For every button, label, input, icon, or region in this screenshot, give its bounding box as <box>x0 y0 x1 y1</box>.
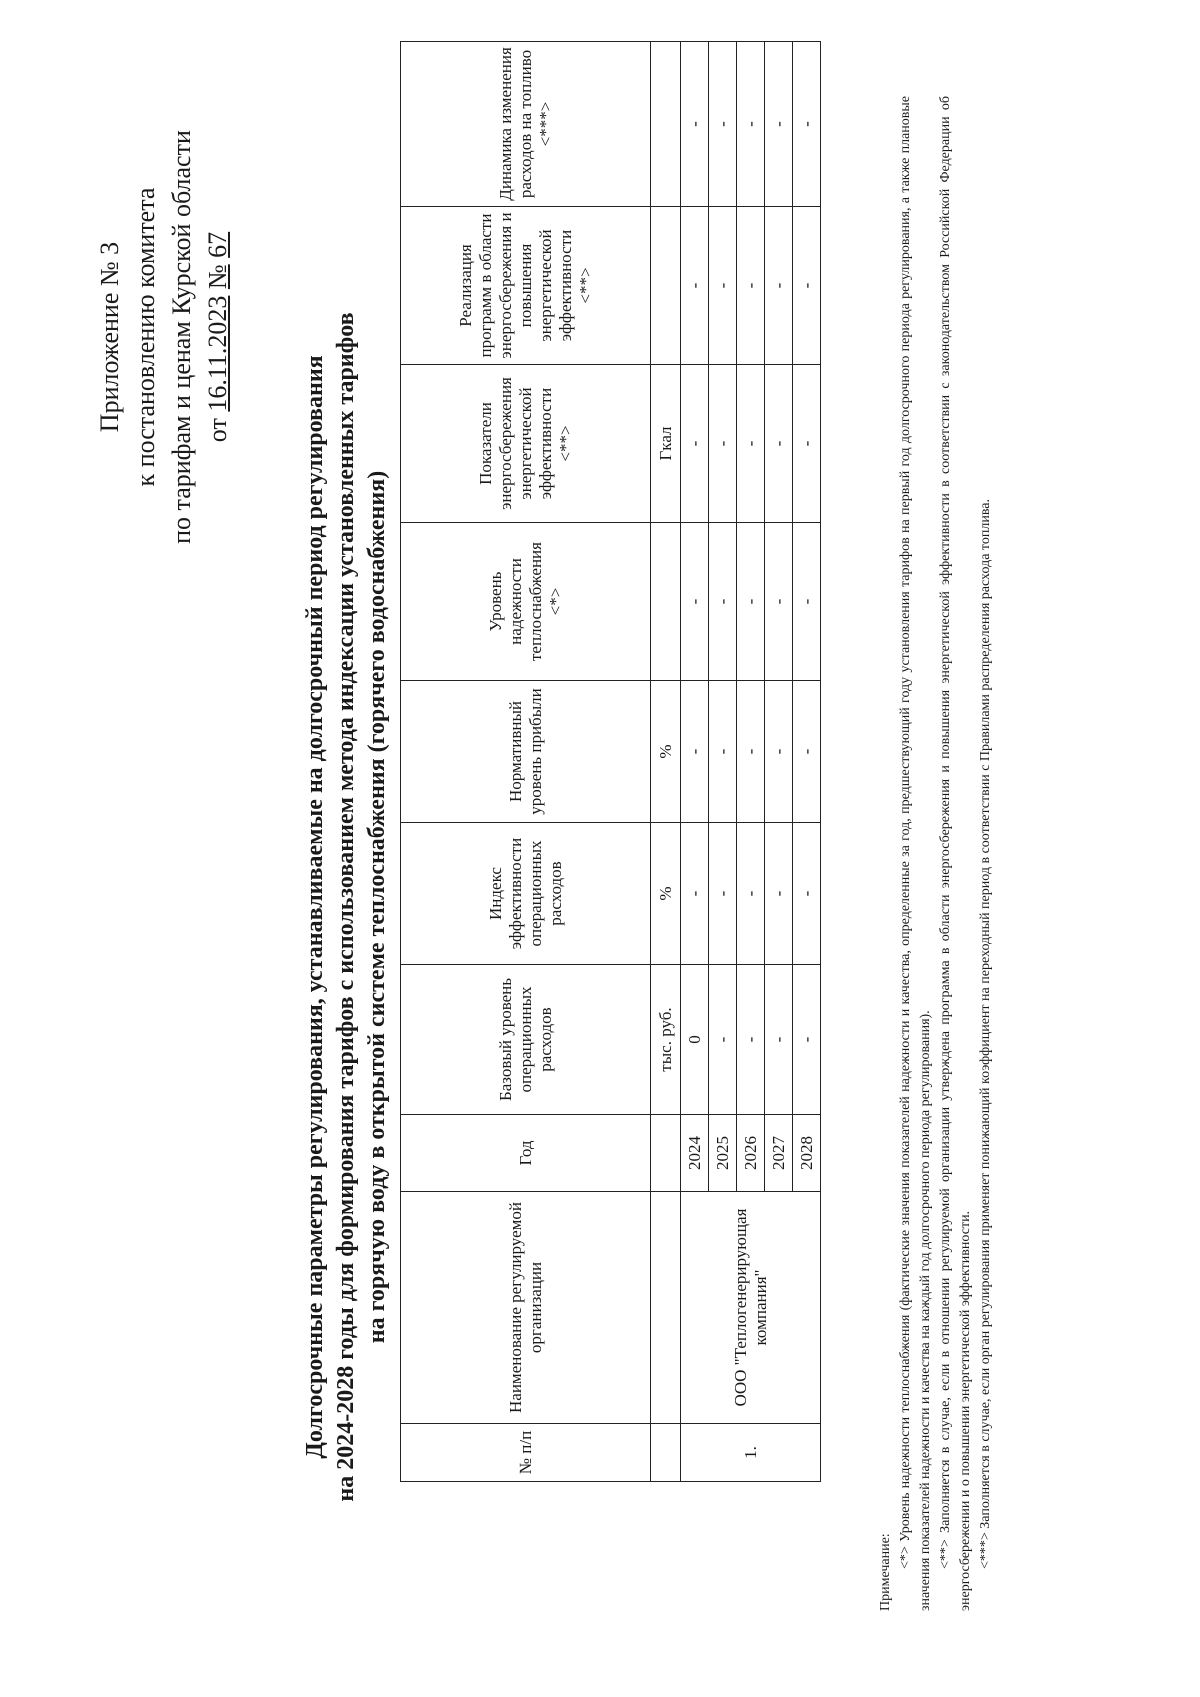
base-level-cell: - <box>737 965 765 1115</box>
reliability-cell: - <box>681 523 709 681</box>
energy-indicators-cell: - <box>793 365 821 523</box>
programs-cell: - <box>737 207 765 365</box>
year-cell: 2027 <box>765 1115 793 1192</box>
table-header-row <box>401 42 651 1482</box>
efficiency-index-cell: - <box>765 823 793 965</box>
efficiency-index-cell: - <box>793 823 821 965</box>
notes-heading: Примечание: <box>878 1533 893 1611</box>
notes-section <box>876 96 996 1611</box>
title-line-3: на горячую воду в открытой системе теплоснабжения (горячего водоснабжения) <box>364 470 390 1344</box>
fuel-dynamics-cell: - <box>793 42 821 207</box>
profit-level-cell: - <box>709 681 737 823</box>
unit-efficiency-index: % <box>651 823 681 965</box>
document-title <box>300 197 393 1617</box>
resolution-date: 16.11.2023 <box>203 295 232 412</box>
appendix-line-region: по тарифам и ценам Курской области <box>167 130 196 544</box>
row-number: 1. <box>681 1424 821 1482</box>
year-cell: 2028 <box>793 1115 821 1192</box>
fuel-dynamics-cell: - <box>737 42 765 207</box>
note-energy-program: <**> Заполняется в случае, если в отношении регулируемой организации утверждена программа в области энергосбережения и повышения энергетической эффективности в соответствии с законодательством Российской Федерации об энергосбережении и о повышении энергетической эффективности. <box>938 96 973 1611</box>
fuel-dynamics-cell: - <box>765 42 793 207</box>
year-cell: 2026 <box>737 1115 765 1192</box>
programs-cell: - <box>765 207 793 365</box>
header-programs: Реализация программ в области энергосбережения и повышения энергетической эффективности <**> <box>401 207 651 365</box>
header-year: Год <box>401 1115 651 1192</box>
efficiency-index-cell: - <box>737 823 765 965</box>
header-num: № п/п <box>401 1424 651 1482</box>
table-units-row <box>651 42 681 1482</box>
header-energy-indicators: Показатели энергосбережения энергетической эффективности <**> <box>401 365 651 523</box>
header-org: Наименование регулируемой организации <box>401 1192 651 1424</box>
appendix-header <box>92 57 236 617</box>
programs-cell: - <box>681 207 709 365</box>
table-row <box>681 42 709 1482</box>
year-cell: 2025 <box>709 1115 737 1192</box>
note-fuel-coefficient: <***> Заполняется в случае, если орган регулирования применяет понижающий коэффициент на переходный период в соответствии с Правилами распределения расхода топлива. <box>978 499 993 1569</box>
base-level-cell: 0 <box>681 965 709 1115</box>
unit-base-level: тыс. руб. <box>651 965 681 1115</box>
programs-cell: - <box>709 207 737 365</box>
header-profit-level: Нормативный уровень прибыли <box>401 681 651 823</box>
energy-indicators-cell: - <box>681 365 709 523</box>
appendix-number: Приложение № 3 <box>95 241 124 433</box>
profit-level-cell: - <box>681 681 709 823</box>
header-efficiency-index: Индекс эффективности операционных расходов <box>401 823 651 965</box>
reliability-cell: - <box>709 523 737 681</box>
energy-indicators-cell: - <box>709 365 737 523</box>
efficiency-index-cell: - <box>681 823 709 965</box>
date-prefix: от <box>203 418 232 443</box>
unit-profit-level: % <box>651 681 681 823</box>
energy-indicators-cell: - <box>737 365 765 523</box>
profit-level-cell: - <box>793 681 821 823</box>
header-base-level: Базовый уровень операционных расходов <box>401 965 651 1115</box>
base-level-cell: - <box>793 965 821 1115</box>
header-fuel-dynamics: Динамика изменения расходов на топливо <***> <box>401 42 651 207</box>
note-reliability: <*> Уровень надежности теплоснабжения (фактические значения показателей надежности и качества, определенные за год, предшествующий году установления тарифов на первый год долгосрочного периода регулирования, а также плановые значения показателей надежности и качества на каждый год долгосрочного периода регулирования). <box>898 96 933 1611</box>
unit-energy-indicators: Гкал <box>651 365 681 523</box>
fuel-dynamics-cell: - <box>709 42 737 207</box>
organization-name: ООО "Теплогенерирующая компания" <box>681 1192 821 1424</box>
title-line-1: Долгосрочные параметры регулирования, устанавливаемые на долгосрочный период регулирования <box>302 355 328 1459</box>
programs-cell: - <box>793 207 821 365</box>
appendix-date-line <box>200 57 236 617</box>
reliability-cell: - <box>793 523 821 681</box>
base-level-cell: - <box>709 965 737 1115</box>
reliability-cell: - <box>737 523 765 681</box>
fuel-dynamics-cell: - <box>681 42 709 207</box>
parameters-table <box>400 41 821 1482</box>
appendix-line-committee: к постановлению комитета <box>131 187 160 487</box>
base-level-cell: - <box>765 965 793 1115</box>
title-line-2: на 2024-2028 годы для формирования тарифов с использованием метода индексации установленных тарифов <box>333 312 359 1502</box>
year-cell: 2024 <box>681 1115 709 1192</box>
resolution-number: 67 <box>203 231 232 258</box>
profit-level-cell: - <box>737 681 765 823</box>
number-sign: № <box>203 264 232 290</box>
efficiency-index-cell: - <box>709 823 737 965</box>
header-reliability: Уровень надежности теплоснабжения <*> <box>401 523 651 681</box>
profit-level-cell: - <box>765 681 793 823</box>
energy-indicators-cell: - <box>765 365 793 523</box>
reliability-cell: - <box>765 523 793 681</box>
